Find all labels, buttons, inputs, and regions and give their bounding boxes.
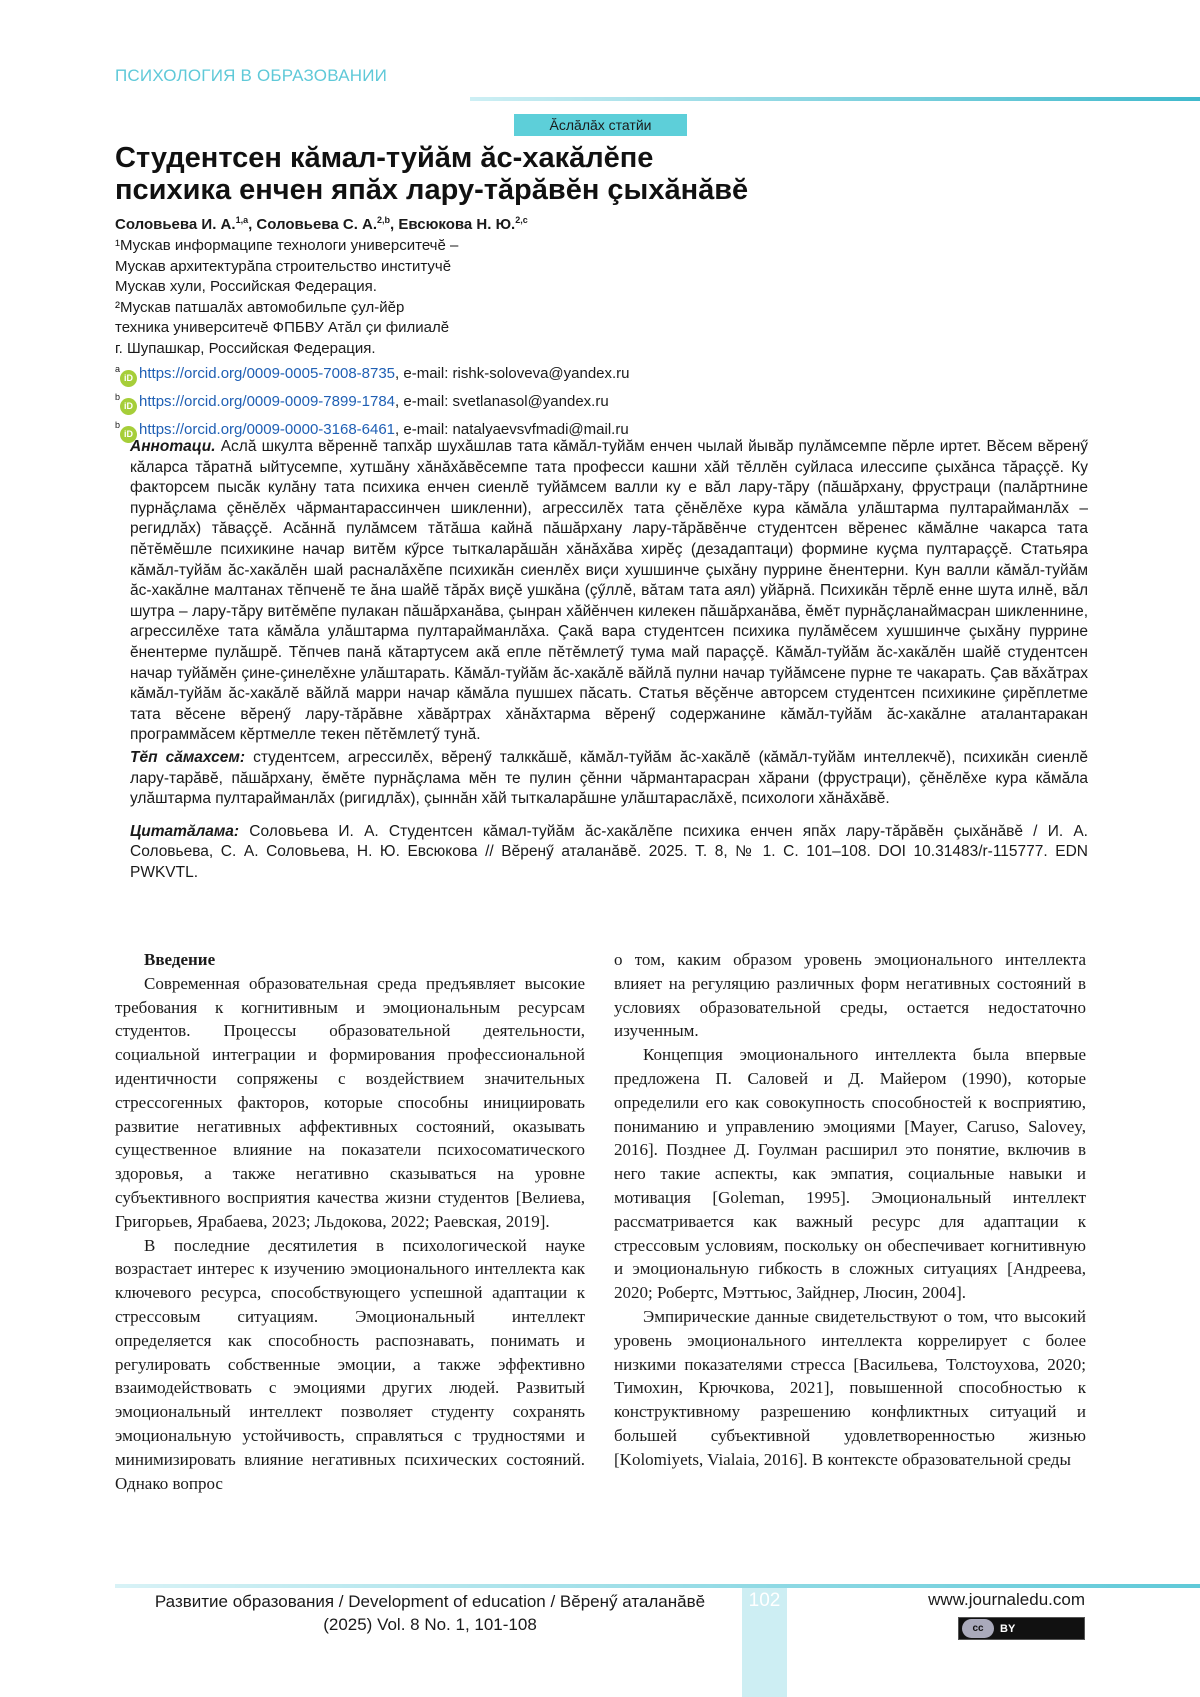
abstract-text: Аслă шкулта вĕреннĕ тапхăр шухăшлав тата кăмăл-туйăм енчен чылай йывăр пулăмсемпе пĕрле иртет. Вĕсем вĕренӳ кăларса тăратнă ыйтусемпе, хутшăну хăнăхăвĕсемпе тата професси кашни хăй тĕллĕн суйласа илессипе çыхăнса тăраççĕ. Ку факторсем пысăк кулăну тата психика енчен сиенлĕ туйăмсем валли ку е вăл лару-тăру (пăшăрхану, фрустраци (палăртнине пурнăçлама çĕнĕлĕх чăрмантарассинчен шикленни), агрессилĕх тата çĕнĕлĕхе кура кăмăла улăштарма пултарайманлăх – регидлăх) тăваççĕ. Асăннă пулăмсем тăтăша кайнă пăшăрхану лару-тăрăвĕнче студентсен вĕренес кăмăлне чакарса тата пĕтĕмĕшле психикине начар витĕм кӳрсе тыткаларăшăн хăнăхăва хирĕç (дезадаптаци) формине куçма пултараççĕ. Статьяра кăмăл-туйăм ăс-хакăлĕн шай расналăхĕпе психикăн сиенлĕх виçи хушшинче çыхăну пуррине ĕнентерни. Кун валли кăмăл-туйăм ăс-хакăлне малтанах тĕпченĕ те ăна шайĕ тăрăх виçĕ ушкăна (çӳллĕ, вăтам тата аял) уйăрнă. Психикăн тĕрлĕ енне шута илнĕ, вăл шутра – лару-тăру витĕмĕпе пулакан пăшăрханăва, çынран хăйĕнчен килекен пăшăрханăва, ĕмĕт пурнăçланаймасран шикленнине, агрессилĕхе тата кăмăла улăштарма пултарайманлăха. Çакă вара студентсен психика пулăмĕсем хушшинче çыхăну пуррине ĕнентерме пулăшрĕ. Тĕпчев панă кăтартусем акă епле пĕтĕмлетӳ тума май параççĕ. Кăмăл-туйăм ăс-хакăлĕн шайĕ студентсен начар туйăмĕн çине-çинелĕхне улăштарать. Кăмăл-туйăм ăс-хакăлĕ вăйлă пулни начар туйăмсене пурне те чакарать. Çав вăхăтрах кăмăл-туйăм ăс-хакăлĕ вăйлă марри начар кăмăла пушшех пăсать. Статья вĕçĕнче авторсем студентсен психикине çирĕплетме тата вĕсене вĕренӳ лару-тăрăвне хăвăртрах хăнăхтарма вĕренӳ содержанине кăмăл-туйăм ăс-хакăлне аталантаракан программăсем кĕртмелле текен пĕтĕмлетӳ тунă. <box>130 438 1088 744</box>
orcid-link[interactable]: https://orcid.org/0009-0009-7899-1784 <box>139 393 396 410</box>
section-label: ПСИХОЛОГИЯ В ОБРАЗОВАНИИ <box>115 66 388 85</box>
orcid-sup: b <box>115 392 121 402</box>
body-paragraph: Современная образовательная среда предъявляет высокие требования к когнитивным и эмоциональным ресурсам студентов. Процессы образовательной деятельности, социальной интеграции и формирования профессиональной идентичности сопряжены с воздействием значительных стрессогенных факторов, которые способны инициировать развитие негативных аффективных состояний, оказывать существенное влияние на показатели психосоматического здоровья, а также негативно сказываться на уровне субъективного восприятия качества жизни студентов [Велиева, Григорьев, Ярабаева, 2023; Льдокова, 2022; Раевская, 2019]. <box>115 973 585 1231</box>
orcid-sup: b <box>115 420 121 430</box>
orcid-link[interactable]: https://orcid.org/0009-0000-3168-6461 <box>139 421 396 438</box>
affiliation-line: Мускав архитектурăпа строительство институчĕ <box>115 257 452 275</box>
body-paragraph: о том, каким образом уровень эмоционального интеллекта влияет на регуляцию различных форм негативных состояний в условиях образовательной среды, остается недостаточно изученным. <box>614 950 1086 1041</box>
footer-journal <box>130 1590 730 1636</box>
footer-journal-line: Развитие образования / Development of education / Вĕренӳ аталанăвĕ <box>154 1592 706 1611</box>
section-heading: Введение <box>144 950 216 969</box>
author-sep: , <box>390 216 399 233</box>
abstract <box>130 437 1088 746</box>
orcid-sup: a <box>115 364 121 374</box>
orcid-email: , e-mail: svetlanasol@yandex.ru <box>395 393 609 410</box>
cc-by-label: BY <box>1000 1622 1016 1635</box>
header-rule <box>470 97 1200 101</box>
affiliation-line: Мускав хули, Российская Федерация. <box>115 278 377 295</box>
body-paragraph: В последние десятилетия в психологической науке возрастает интерес к изучению эмоционального интеллекта как ключевого ресурса, способствующего успешной адаптации к стрессовым ситуациям. Эмоциональный интеллект определяется как способность распознавать, понимать и регулировать собственные эмоции, а также эффективно взаимодействовать с эмоциями других людей. Развитый эмоциональный интеллект позволяет студенту сохранять эмоциональную устойчивость, справляться с трудностями и минимизировать влияние негативных психических состояний. Однако вопрос <box>115 1235 585 1493</box>
footer-rule <box>115 1584 1200 1588</box>
orcid-row <box>115 359 815 387</box>
orcid-icon: iD <box>120 426 137 443</box>
author-sup: 2,c <box>515 215 528 225</box>
body-paragraph: Концепция эмоционального интеллекта была впервые предложена П. Саловей и Д. Майером (1990), которые определили его как совокупность способностей к восприятию, пониманию и управлению эмоциями [Mayer, Caruso, Salovey, 2016]. Позднее Д. Гоулман расширил это понятие, включив в него такие аспекты, как эмпатия, социальные навыки и мотивация [Goleman, 1995]. Эмоциональный интеллект рассматривается как важный ресурс для адаптации к стрессовым условиям, поскольку он обеспечивает когнитивную и эмоциональную гибкость в сложных ситуациях [Андреева, 2020; Робертс, Мэттьюс, Зайднер, Люсин, 2004]. <box>614 1045 1086 1303</box>
affiliation-line: техника университечĕ ФПБВУ Атăл çи филиалĕ <box>115 319 450 336</box>
article-title <box>115 142 1015 206</box>
body-column-left <box>115 948 585 1495</box>
footer-journal-line: (2025) Vol. 8 No. 1, 101-108 <box>323 1615 537 1634</box>
orcid-row <box>115 387 815 415</box>
citation-label: Цитатăлама: <box>130 822 240 840</box>
author-name: Соловьева С. А. <box>256 216 378 233</box>
keywords <box>130 748 1088 810</box>
citation <box>130 822 1088 884</box>
citation-text: Соловьева И. А. Студентсен кăмал-туйăм ăс-хакăлĕпе психика енчен япăх лару-тăрăвĕн çыхăнăвĕ / И. А. Соловьева, С. А. Соловьева, Н. Ю. Евсюкова // Вĕренӳ аталанăвĕ. 2025. Т. 8, № 1. С. 101–108. DOI 10.31483/r-115777. EDN PWKVTL. <box>130 822 1088 881</box>
orcid-email: , e-mail: rishk-soloveva@yandex.ru <box>395 365 630 382</box>
author-name: Соловьева И. А. <box>115 216 236 233</box>
body-paragraph: Эмпирические данные свидетельствуют о том, что высокий уровень эмоционального интеллекта коррелирует с более низкими показателями стресса [Васильева, Толстоухова, 2020; Тимохин, Крючкова, 2021], повышенной способностью к конструктивному разрешению конфликтных ситуаций и большей субъективной удовлетворенностью жизнью [Kolomiyets, Vialaia, 2016]. В контексте образовательной среды <box>614 1306 1086 1469</box>
author-sup: 2,b <box>377 215 391 225</box>
cc-icon: cc <box>962 1619 994 1638</box>
page-number: 102 <box>748 1590 781 1611</box>
abstract-label: Аннотаци. <box>130 438 216 455</box>
title-line: Студентсен кăмал-туйăм ăс-хакăлĕпе <box>115 142 654 174</box>
affiliation-line: г. Шупашкар, Российская Федерация. <box>115 339 376 357</box>
author-name: Евсюкова Н. Ю. <box>398 216 516 233</box>
author-sup: 1,a <box>235 215 249 225</box>
abstract-block <box>130 437 1088 883</box>
orcid-icon: iD <box>120 370 137 387</box>
body-column-right <box>614 948 1086 1472</box>
affiliations <box>115 236 815 443</box>
orcid-icon: iD <box>120 398 137 415</box>
footer-website[interactable]: www.journaledu.com <box>928 1590 1085 1609</box>
orcid-email: , e-mail: natalyaevsvfmadi@mail.ru <box>395 421 629 438</box>
cc-license-badge[interactable] <box>958 1617 1085 1640</box>
keywords-label: Тĕп сăмахсем: <box>130 748 246 766</box>
orcid-link[interactable]: https://orcid.org/0009-0005-7008-8735 <box>139 365 396 382</box>
affiliation-line: ²Мускав патшалăх автомобильпе çул-йĕр <box>115 298 405 316</box>
affiliation-line: ¹Мускав информаципе технологи университечĕ – <box>115 237 459 254</box>
author-list <box>115 215 528 233</box>
keywords-text: студентсем, агрессилĕх, вĕренӳ талккăшĕ, кăмăл-туйăм ăс-хакăлĕ (кăмăл-туйăм интеллекчĕ), психикăн сиенлĕ лару-тарăвĕ, пăшăрхану, ĕмĕте пурнăçлама мĕн те пулин çĕнни чăрмантарасран хăрани (фрустраци), çĕнĕлĕхе кура кăмăла улăштарма пултарайманлăх (ригидлăх), çыннăн хăй тыткаларăшне улăштараслăхĕ, психологи хăнăхăвĕ. <box>130 748 1089 808</box>
author-sep: , <box>248 216 257 233</box>
title-line: психика енчен япăх лару-тăрăвĕн çыхăнăвĕ <box>115 174 749 206</box>
article-type-badge: Ăслăлăх статйи <box>514 114 687 136</box>
